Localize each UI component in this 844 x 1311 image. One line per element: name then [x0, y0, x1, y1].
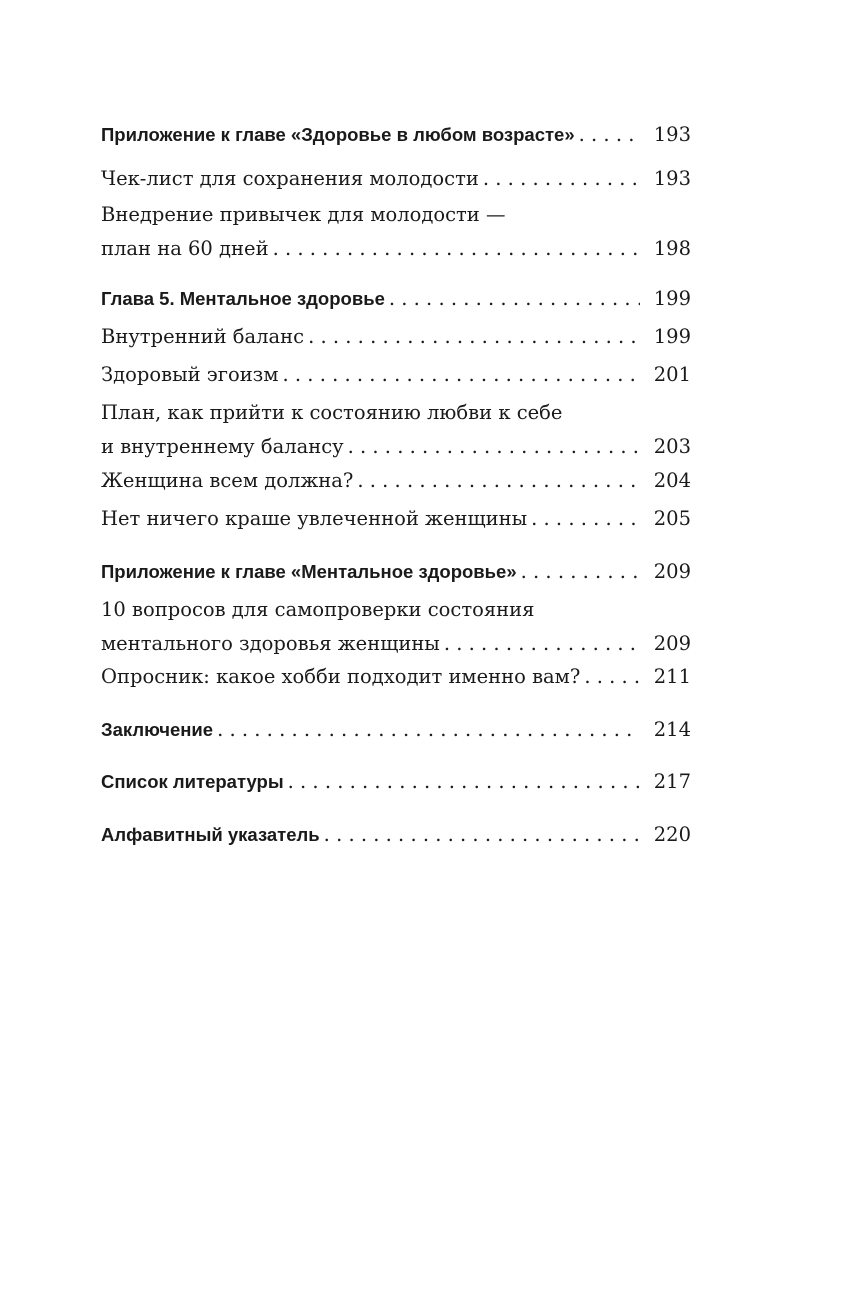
toc-entry[interactable] — [101, 396, 691, 464]
dot-leader — [389, 282, 640, 316]
toc-entry[interactable] — [101, 555, 691, 589]
toc-entry-title: Приложение к главе «Ментальное здоровье» — [101, 561, 517, 582]
toc-entry-page: 217 — [653, 770, 691, 793]
toc-entry-title: Чек-лист для сохранения молодости — [101, 167, 479, 190]
toc-entry[interactable] — [101, 320, 691, 354]
toc-entry[interactable] — [101, 198, 691, 266]
toc-entry[interactable] — [101, 358, 691, 392]
dot-leader — [483, 162, 640, 196]
toc-entry-page: 211 — [653, 665, 691, 688]
toc-entry[interactable] — [101, 118, 691, 152]
toc-entry[interactable] — [101, 502, 691, 536]
toc-entry-page: 193 — [653, 167, 691, 190]
toc-entry[interactable] — [101, 713, 691, 747]
toc-entry[interactable] — [101, 162, 691, 196]
dot-leader — [444, 627, 640, 661]
dot-leader — [357, 464, 639, 498]
toc-entry-title: Глава 5. Ментальное здоровье — [101, 288, 385, 309]
dot-leader — [584, 660, 639, 694]
toc-entry-title: Нет ничего краше увлеченной женщины — [101, 507, 528, 530]
toc-entry-title: ментального здоровья женщины — [101, 632, 440, 655]
dot-leader — [521, 555, 640, 589]
toc-entry-title-line1: 10 вопросов для самопроверки состояния — [101, 598, 535, 621]
toc-entry-page: 203 — [653, 435, 691, 458]
dot-leader — [217, 713, 640, 747]
toc-entry-title-line1: Внедрение привычек для молодости — — [101, 203, 506, 226]
toc-entry[interactable] — [101, 818, 691, 852]
toc-entry-title: Список литературы — [101, 771, 284, 792]
dot-leader — [531, 502, 640, 536]
toc-entry-title: Приложение к главе «Здоровье в любом возрасте» — [101, 124, 575, 145]
toc-entry[interactable] — [101, 282, 691, 316]
toc-entry-title-line1: План, как прийти к состоянию любви к себе — [101, 401, 563, 424]
toc-entry-page: 198 — [653, 237, 691, 260]
dot-leader — [288, 765, 640, 799]
toc-entry-page: 199 — [653, 325, 691, 348]
toc-entry-title: Здоровый эгоизм — [101, 363, 279, 386]
toc-entry-title: план на 60 дней — [101, 237, 269, 260]
toc-entry-title: и внутреннему балансу — [101, 435, 344, 458]
dot-leader — [348, 430, 640, 464]
toc-entry-page: 220 — [653, 823, 691, 846]
toc-entry-page: 209 — [653, 632, 691, 655]
toc-entry[interactable] — [101, 765, 691, 799]
toc-entry-page: 193 — [653, 123, 691, 146]
toc-entry-page: 214 — [653, 718, 691, 741]
dot-leader — [283, 358, 640, 392]
toc-entry[interactable] — [101, 593, 691, 661]
dot-leader — [308, 320, 640, 354]
toc-entry-title: Внутренний баланс — [101, 325, 305, 348]
toc-entry-page: 199 — [653, 287, 691, 310]
toc-entry-title: Алфавитный указатель — [101, 824, 320, 845]
toc-entry-title: Женщина всем должна? — [101, 469, 354, 492]
dot-leader — [579, 118, 640, 152]
toc-entry-page: 204 — [653, 469, 691, 492]
toc-entry-page: 201 — [653, 363, 691, 386]
toc-entry-page: 205 — [653, 507, 691, 530]
dot-leader — [324, 818, 640, 852]
dot-leader — [273, 232, 640, 266]
toc-entry[interactable] — [101, 660, 691, 694]
toc-entry-title: Опросник: какое хобби подходит именно вам? — [101, 665, 581, 688]
toc-entry-page: 209 — [653, 560, 691, 583]
toc-entry[interactable] — [101, 464, 691, 498]
toc-entry-title: Заключение — [101, 719, 214, 740]
